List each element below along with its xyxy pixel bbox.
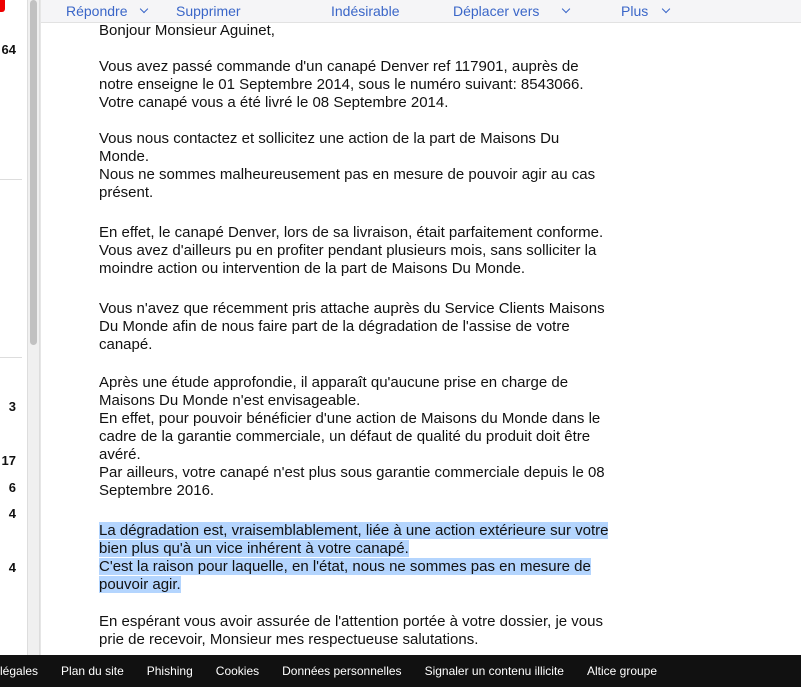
email-line: moindre action ou intervention de la part de Maisons Du Monde.: [99, 260, 526, 277]
folder-panel: [0, 0, 27, 655]
delete-button[interactable]: Supprimer: [176, 3, 241, 19]
folder-count[interactable]: 6: [8, 480, 16, 495]
footer-link[interactable]: Phishing: [146, 664, 193, 678]
email-line: La dégradation est, vraisemblablement, liée à une action extérieure sur votre: [99, 522, 609, 539]
more-button[interactable]: Plus: [621, 3, 649, 19]
folder-count[interactable]: 3: [8, 399, 16, 414]
email-line: En espérant vous avoir assurée de l'attention portée à votre dossier, je vous: [99, 613, 603, 630]
email-line: Votre canapé vous a été livré le 08 Septembre 2014.: [99, 94, 449, 111]
email-line: Monde.: [99, 148, 150, 165]
email-paragraph: [99, 613, 759, 649]
email-line: Maisons Du Monde n'est envisageable.: [99, 392, 361, 409]
email-line: C'est la raison pour laquelle, en l'état, nous ne sommes pas en mesure de: [99, 558, 591, 575]
email-paragraph: [99, 300, 759, 354]
email-line: pouvoir agir.: [99, 576, 181, 593]
email-paragraph: [99, 522, 759, 594]
email-line: notre enseigne le 01 Septembre 2014, sous le numéro suivant: 8543066.: [99, 76, 584, 93]
email-line: Nous ne sommes malheureusement pas en mesure de pouvoir agir au cas: [99, 166, 596, 183]
email-line: Du Monde afin de nous faire part de la dégradation de l'assise de votre: [99, 318, 570, 335]
email-line: Septembre 2016.: [99, 482, 215, 499]
footer-link[interactable]: Plan du site: [61, 664, 124, 678]
scrollbar[interactable]: [27, 0, 40, 655]
email-line: cadre de la garantie commerciale, un défaut de qualité du produit doit être: [99, 428, 591, 445]
email-line: Après une étude approfondie, il apparaît qu'aucune prise en charge de: [99, 374, 569, 391]
email-paragraph: [99, 58, 759, 112]
email-line: prie de recevoir, Monsieur mes respectueuse salutations.: [99, 631, 479, 648]
email-line: avéré.: [99, 446, 141, 463]
move-chevron-icon[interactable]: [562, 5, 570, 13]
footer: [0, 655, 801, 687]
email-line: Vous avez d'ailleurs pu en profiter pendant plusieurs mois, sans solliciter la: [99, 242, 597, 259]
email-line: Vous avez passé commande d'un canapé Denver ref 117901, auprès de: [99, 58, 579, 75]
email-line: En effet, le canapé Denver, lors de sa livraison, était parfaitement conforme.: [99, 224, 604, 241]
email-line: En effet, pour pouvoir bénéficier d'une action de Maisons du Monde dans le: [99, 410, 601, 427]
reply-chevron-icon[interactable]: [140, 5, 148, 13]
email-line: Vous nous contactez et sollicitez une action de la part de Maisons Du: [99, 130, 560, 147]
footer-link[interactable]: Données personnelles: [282, 664, 402, 678]
email-body: [99, 22, 759, 649]
footer-link[interactable]: Altice groupe: [586, 664, 658, 678]
footer-link[interactable]: Cookies: [215, 664, 260, 678]
footer-link[interactable]: Signaler un contenu illicite: [424, 664, 564, 678]
move-button[interactable]: Déplacer vers: [453, 3, 540, 19]
message-toolbar: [41, 0, 801, 23]
email-line: présent.: [99, 184, 154, 201]
footer-link[interactable]: légales: [0, 664, 39, 678]
email-paragraph: [99, 130, 759, 202]
folder-count[interactable]: 4: [8, 506, 16, 521]
email-paragraph: [99, 374, 759, 500]
message-pane: [40, 0, 801, 655]
email-paragraph: [99, 22, 759, 40]
folder-count[interactable]: 4: [8, 560, 16, 575]
logo-mark: [0, 0, 5, 12]
spam-button[interactable]: Indésirable: [331, 3, 400, 19]
email-line: Par ailleurs, votre canapé n'est plus sous garantie commerciale depuis le 08: [99, 464, 605, 481]
scrollbar-thumb[interactable]: [30, 0, 37, 345]
divider: [0, 179, 22, 180]
email-paragraph: [99, 224, 759, 278]
reply-button[interactable]: Répondre: [66, 3, 128, 19]
email-line: canapé.: [99, 336, 153, 353]
folder-count[interactable]: 17: [1, 453, 16, 468]
email-line: Vous n'avez que récemment pris attache auprès du Service Clients Maisons: [99, 300, 605, 317]
more-chevron-icon[interactable]: [662, 5, 670, 13]
divider: [0, 357, 22, 358]
folder-count[interactable]: 64: [1, 42, 16, 57]
email-line: bien plus qu'à un vice inhérent à votre canapé.: [99, 540, 409, 557]
email-line: Bonjour Monsieur Aguinet,: [99, 22, 275, 39]
